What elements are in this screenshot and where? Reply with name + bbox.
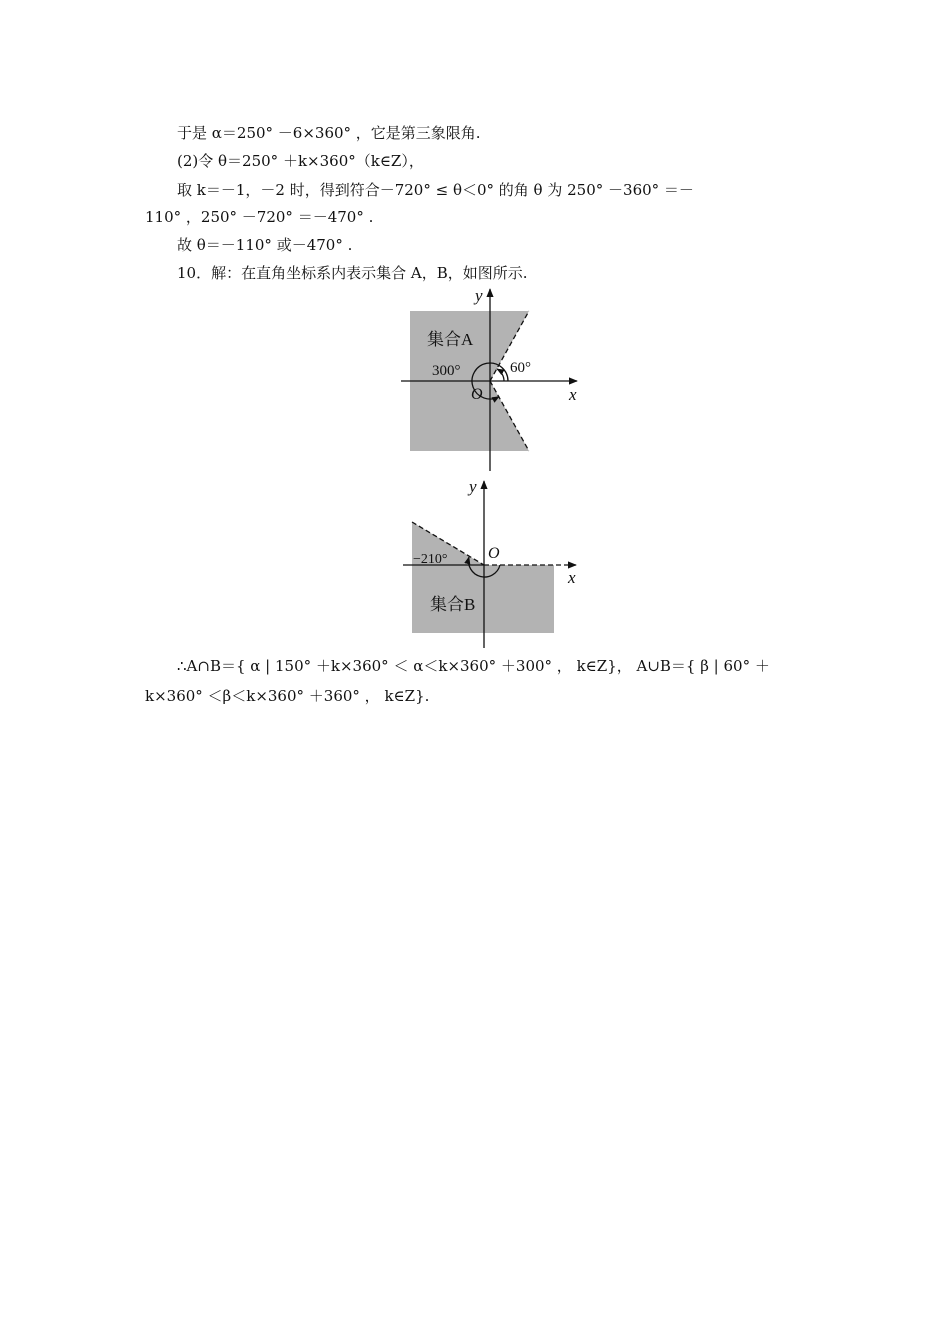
set-b-label: 集合B [430, 595, 476, 614]
arc-60 [497, 369, 504, 381]
text-line-7: ∴A∩B＝{ α | 150° ＋k×360° ＜ α＜k×360° ＋300° ， k∈Z}， A∪B＝{ β | 60° ＋ [177, 657, 770, 675]
origin-label: O [488, 545, 500, 562]
origin-label: O [471, 386, 483, 403]
text-line-4: 110° ，250° －720° ＝－470° . [145, 208, 374, 226]
figure-set-a [395, 283, 595, 475]
text-line-8: k×360° ＜β＜k×360° ＋360° ， k∈Z}. [145, 687, 430, 705]
angle-neg210-label: −210° [413, 552, 448, 567]
text-line-6: 10．解：在直角坐标系内表示集合 A，B，如图所示. [177, 264, 528, 282]
angle-300-label: 300° [432, 363, 461, 379]
angle-60-label: 60° [510, 360, 531, 376]
text-line-1: 于是 α＝250° －6×360° ，它是第三象限角. [177, 124, 481, 142]
text-line-2: (2)令 θ＝250° ＋k×360°（k∈Z）， [177, 152, 424, 170]
text-line-3: 取 k＝－1，－2 时，得到符合－720° ≤ θ＜0° 的角 θ 为 250° －360° ＝－ [177, 181, 694, 199]
y-axis-label: y [469, 477, 477, 496]
figure-set-b [398, 476, 588, 652]
set-a-label: 集合A [427, 330, 474, 349]
x-axis-label: x [568, 568, 576, 587]
text-line-5: 故 θ＝－110° 或－470° . [177, 236, 353, 254]
y-axis-label: y [475, 286, 483, 305]
x-axis-label: x [569, 385, 577, 404]
